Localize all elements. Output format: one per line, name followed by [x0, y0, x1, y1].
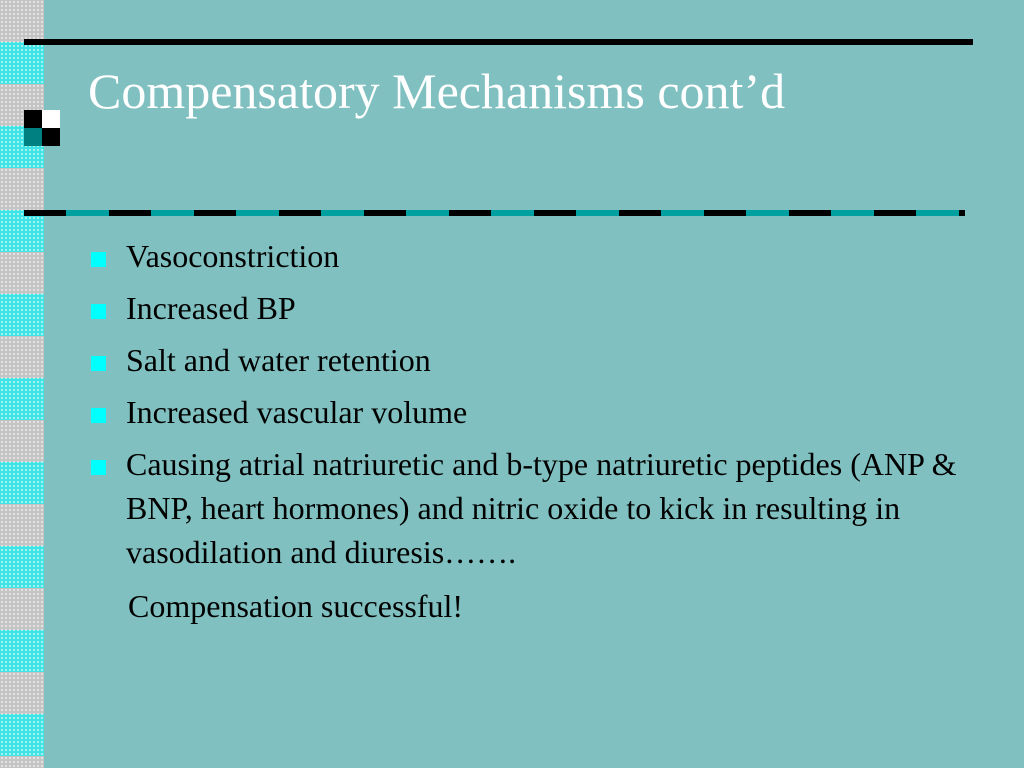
square-bullet-icon: [91, 460, 106, 475]
bullet-item-vascular-volume: [88, 390, 968, 434]
checkered-square-icon: [24, 110, 60, 146]
bullet-item-salt-water: [88, 338, 968, 382]
bullet-item-vasoconstriction: [88, 234, 968, 278]
bullet-text: Increased BP: [126, 290, 296, 326]
slide-body: [88, 234, 968, 628]
bullet-item-natriuretic-peptides: [88, 442, 968, 574]
square-bullet-icon: [91, 408, 106, 423]
square-bullet-icon: [91, 356, 106, 371]
square-bullet-icon: [91, 304, 106, 319]
bullet-text: Increased vascular volume: [126, 394, 468, 430]
square-bullet-icon: [91, 252, 106, 267]
bullet-text: Causing atrial natriuretic and b-type natriuretic peptides (ANP & BNP, heart hormones) and nitric oxide to kick in resulting in vasodilation and diuresis…….: [126, 446, 957, 570]
slide-title: Compensatory Mechanisms cont’d: [88, 63, 786, 119]
bullet-item-increased-bp: [88, 286, 968, 330]
bullet-text: Salt and water retention: [126, 342, 431, 378]
bullet-list: [88, 234, 968, 574]
bullet-text: Vasoconstriction: [126, 238, 340, 274]
top-divider: [24, 39, 973, 45]
conclusion-text: Compensation successful!: [128, 588, 464, 624]
dashed-divider: [24, 210, 965, 216]
